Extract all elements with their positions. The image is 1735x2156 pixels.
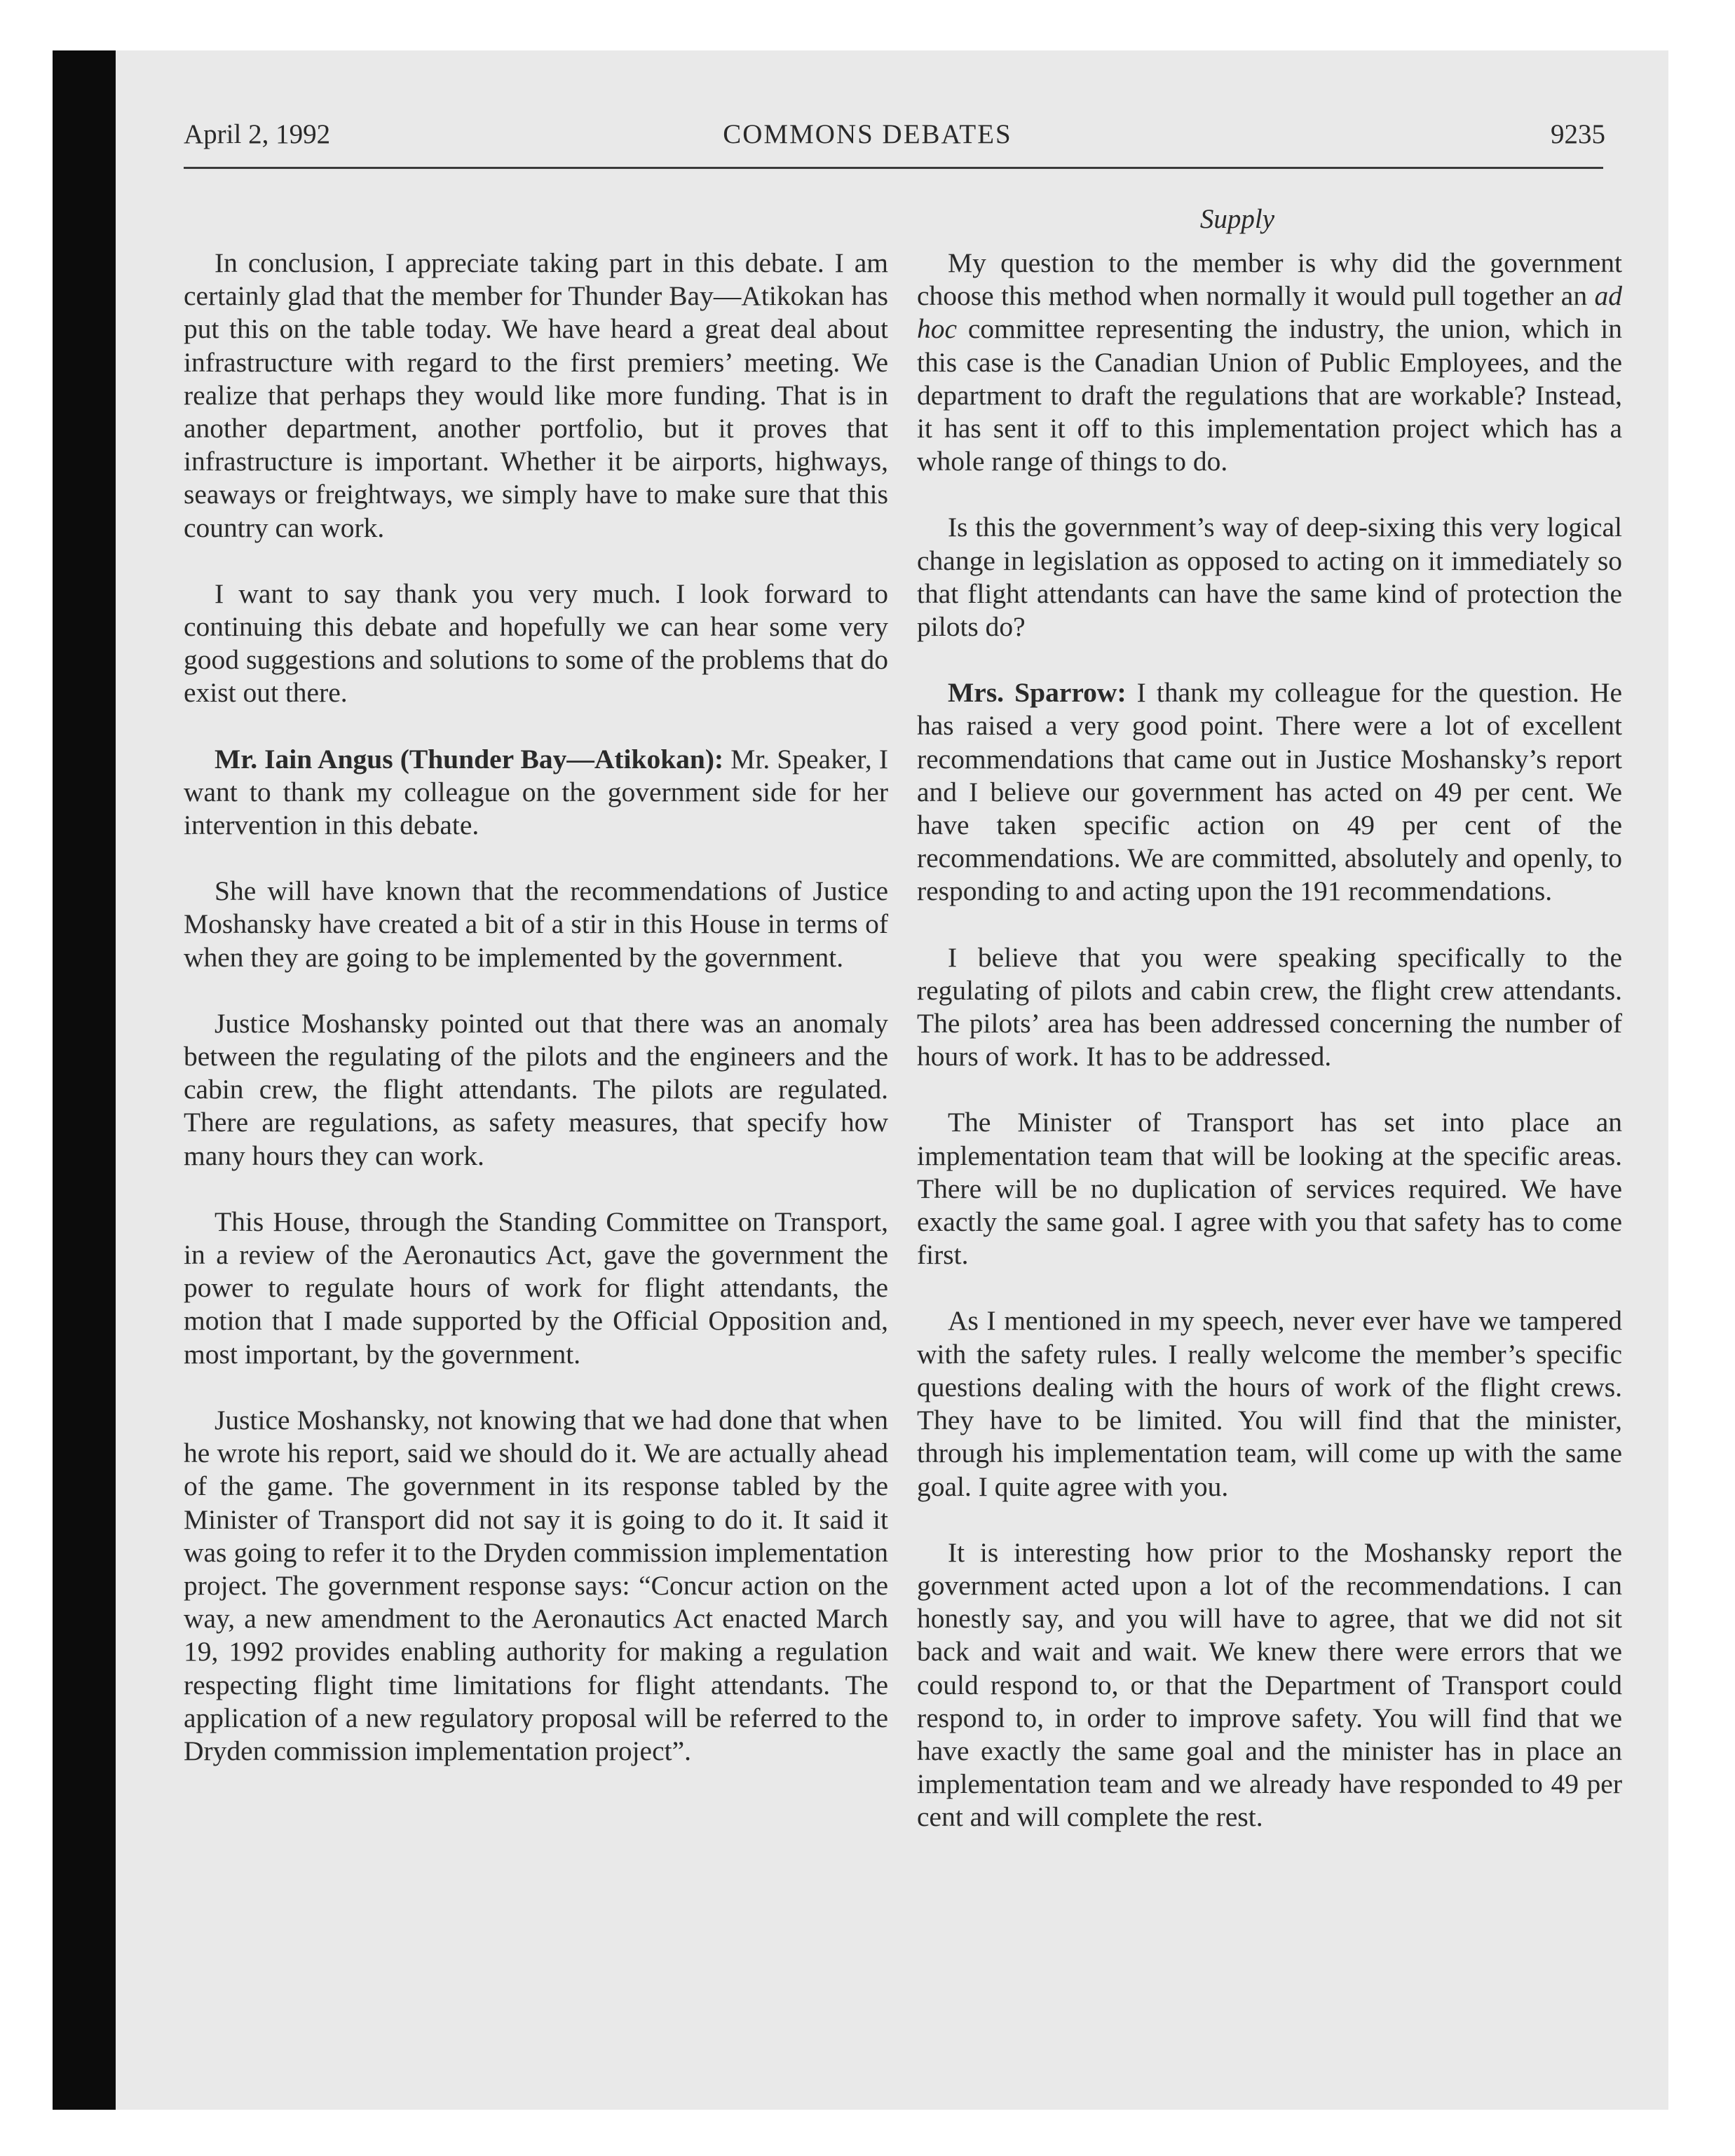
paragraph-text: She will have known that the recommendations of Justice Moshansky have created a bit of a stir in this House in terms of when they are going to be implemented by the government. <box>184 875 888 973</box>
paragraph <box>184 875 888 974</box>
paragraph-text: I thank my colleague for the question. He has raised a very good point. There were a lot of excellent recommendations that came out in Justice Moshansky’s report and I believe our government has acted on 49 per cent. We have taken specific action on 49 per cent of the recommendations. We are committed, absolutely and openly, to responding to and acting upon the 191 recommendations. <box>917 677 1623 907</box>
right-column <box>917 247 1622 1867</box>
paragraph-text: My question to the member is why did the government choose this method when normally it would pull together an <box>917 247 1622 312</box>
paragraph <box>184 743 888 842</box>
paragraph-text: It is interesting how prior to the Moshansky report the government acted upon a lot of the recommendations. I can honestly say, and you will have to agree, that we did not sit back and wait and wait. We knew there were errors that we could respond to, or that the Department of Transport could respond to, in order to improve safety. You will find that we have exactly the same goal and the minister has in place an implementation team and we already have responded to 49 per cent and will complete the rest. <box>917 1536 1622 1833</box>
scan-binding-edge <box>53 50 116 2110</box>
paragraph <box>917 676 1622 908</box>
paragraph-text: I believe that you were speaking specifically to the regulating of pilots and cabin crew, the flight crew attendants. The pilots’ area has been addressed concerning the number of hours of work. It has to be addressed. <box>917 941 1622 1072</box>
paragraph-text: Is this the government’s way of deep-sixing this very logical change in legislation as opposed to acting on it immediately so that flight attendants can have the same kind of protection the pilots do? <box>917 512 1622 643</box>
paragraph <box>184 1007 888 1173</box>
paragraph-text: This House, through the Standing Committee on Transport, in a review of the Aeronautics Act, gave the government the power to regulate hours of work for flight attendants, the motion that I made supported by the Official Opposition and, most important, by the government. <box>184 1206 888 1370</box>
left-column <box>184 247 888 1801</box>
paragraph <box>917 1304 1622 1503</box>
paragraph <box>917 1536 1622 1834</box>
italic-phrase: ad hoc <box>917 280 1622 345</box>
section-label: Supply <box>1199 204 1275 234</box>
speaker-name: Mr. Iain Angus (Thunder Bay—Atikokan): <box>215 743 724 775</box>
paragraph-text: As I mentioned in my speech, never ever have we tampered with the safety rules. I really welcome the member’s specific questions dealing with the hours of work of the flight crews. They have to be limited. You will find that the minister, through his implementation team, will come up with the same goal. I quite agree with you. <box>917 1305 1622 1502</box>
header-title: COMMONS DEBATES <box>723 119 1012 149</box>
paragraph-text: committee representing the industry, the union, which in this case is the Canadian Union of Public Employees, and the department to draft the regulations that are workable? Instead, it has sent it off to this implementation project which has a whole range of things to do. <box>917 313 1622 477</box>
paragraph <box>184 578 888 710</box>
paragraph-text: I want to say thank you very much. I look forward to continuing this debate and hopefully we can hear some very good suggestions and solutions to some of the problems that do exist out there. <box>184 578 888 709</box>
paragraph <box>184 1404 888 1768</box>
paragraph-text: The Minister of Transport has set into place an implementation team that will be looking at the specific areas. There will be no duplication of services required. We have exactly the same goal. I agree with you that safety has to come first. <box>917 1107 1622 1271</box>
paragraph-text: Justice Moshansky, not knowing that we had done that when he wrote his report, said we should do it. We are actually ahead of the game. The government in its response tabled by the Minister of Transport did not say it is going to do it. It said it was going to refer it to the Dryden commission implementation project. The government response says: “Concur action on the way, a new amendment to the Aeronautics Act enacted March 19, 1992 provides enabling authority for making a regulation respecting flight time limitations for flight attendants. The application of a new regulatory proposal will be referred to the Dryden commission implementation project”. <box>184 1404 888 1766</box>
paragraph <box>184 247 888 545</box>
paragraph-text: Justice Moshansky pointed out that there was an anomaly between the regulating of the pilots and the engineers and the cabin crew, the flight attendants. The pilots are regulated. There are regulations, as safety measures, that specify how many hours they can work. <box>184 1007 888 1171</box>
header-date: April 2, 1992 <box>184 119 331 149</box>
paragraph <box>917 941 1622 1074</box>
paragraph <box>917 511 1622 643</box>
speaker-name: Mrs. Sparrow: <box>948 677 1127 709</box>
paragraph <box>917 1106 1622 1271</box>
page-number: 9235 <box>1551 119 1605 149</box>
paragraph-text: Mr. Speaker, I want to thank my colleague on the government side for her intervention in this debate. <box>184 743 889 841</box>
paragraph <box>184 1206 888 1371</box>
paragraph-text: In conclusion, I appreciate taking part in this debate. I am certainly glad that the member for Thunder Bay—Atikokan has put this on the table today. We have heard a great deal about infrastructure with regard to the first premiers’ meeting. We realize that perhaps they would like more funding. That is in another department, another portfolio, but it proves that infrastructure is important. Whether it be airports, highways, seaways or freightways, we simply have to make sure that this country can work. <box>184 247 888 543</box>
header-rule <box>184 167 1603 169</box>
paragraph <box>917 247 1622 478</box>
